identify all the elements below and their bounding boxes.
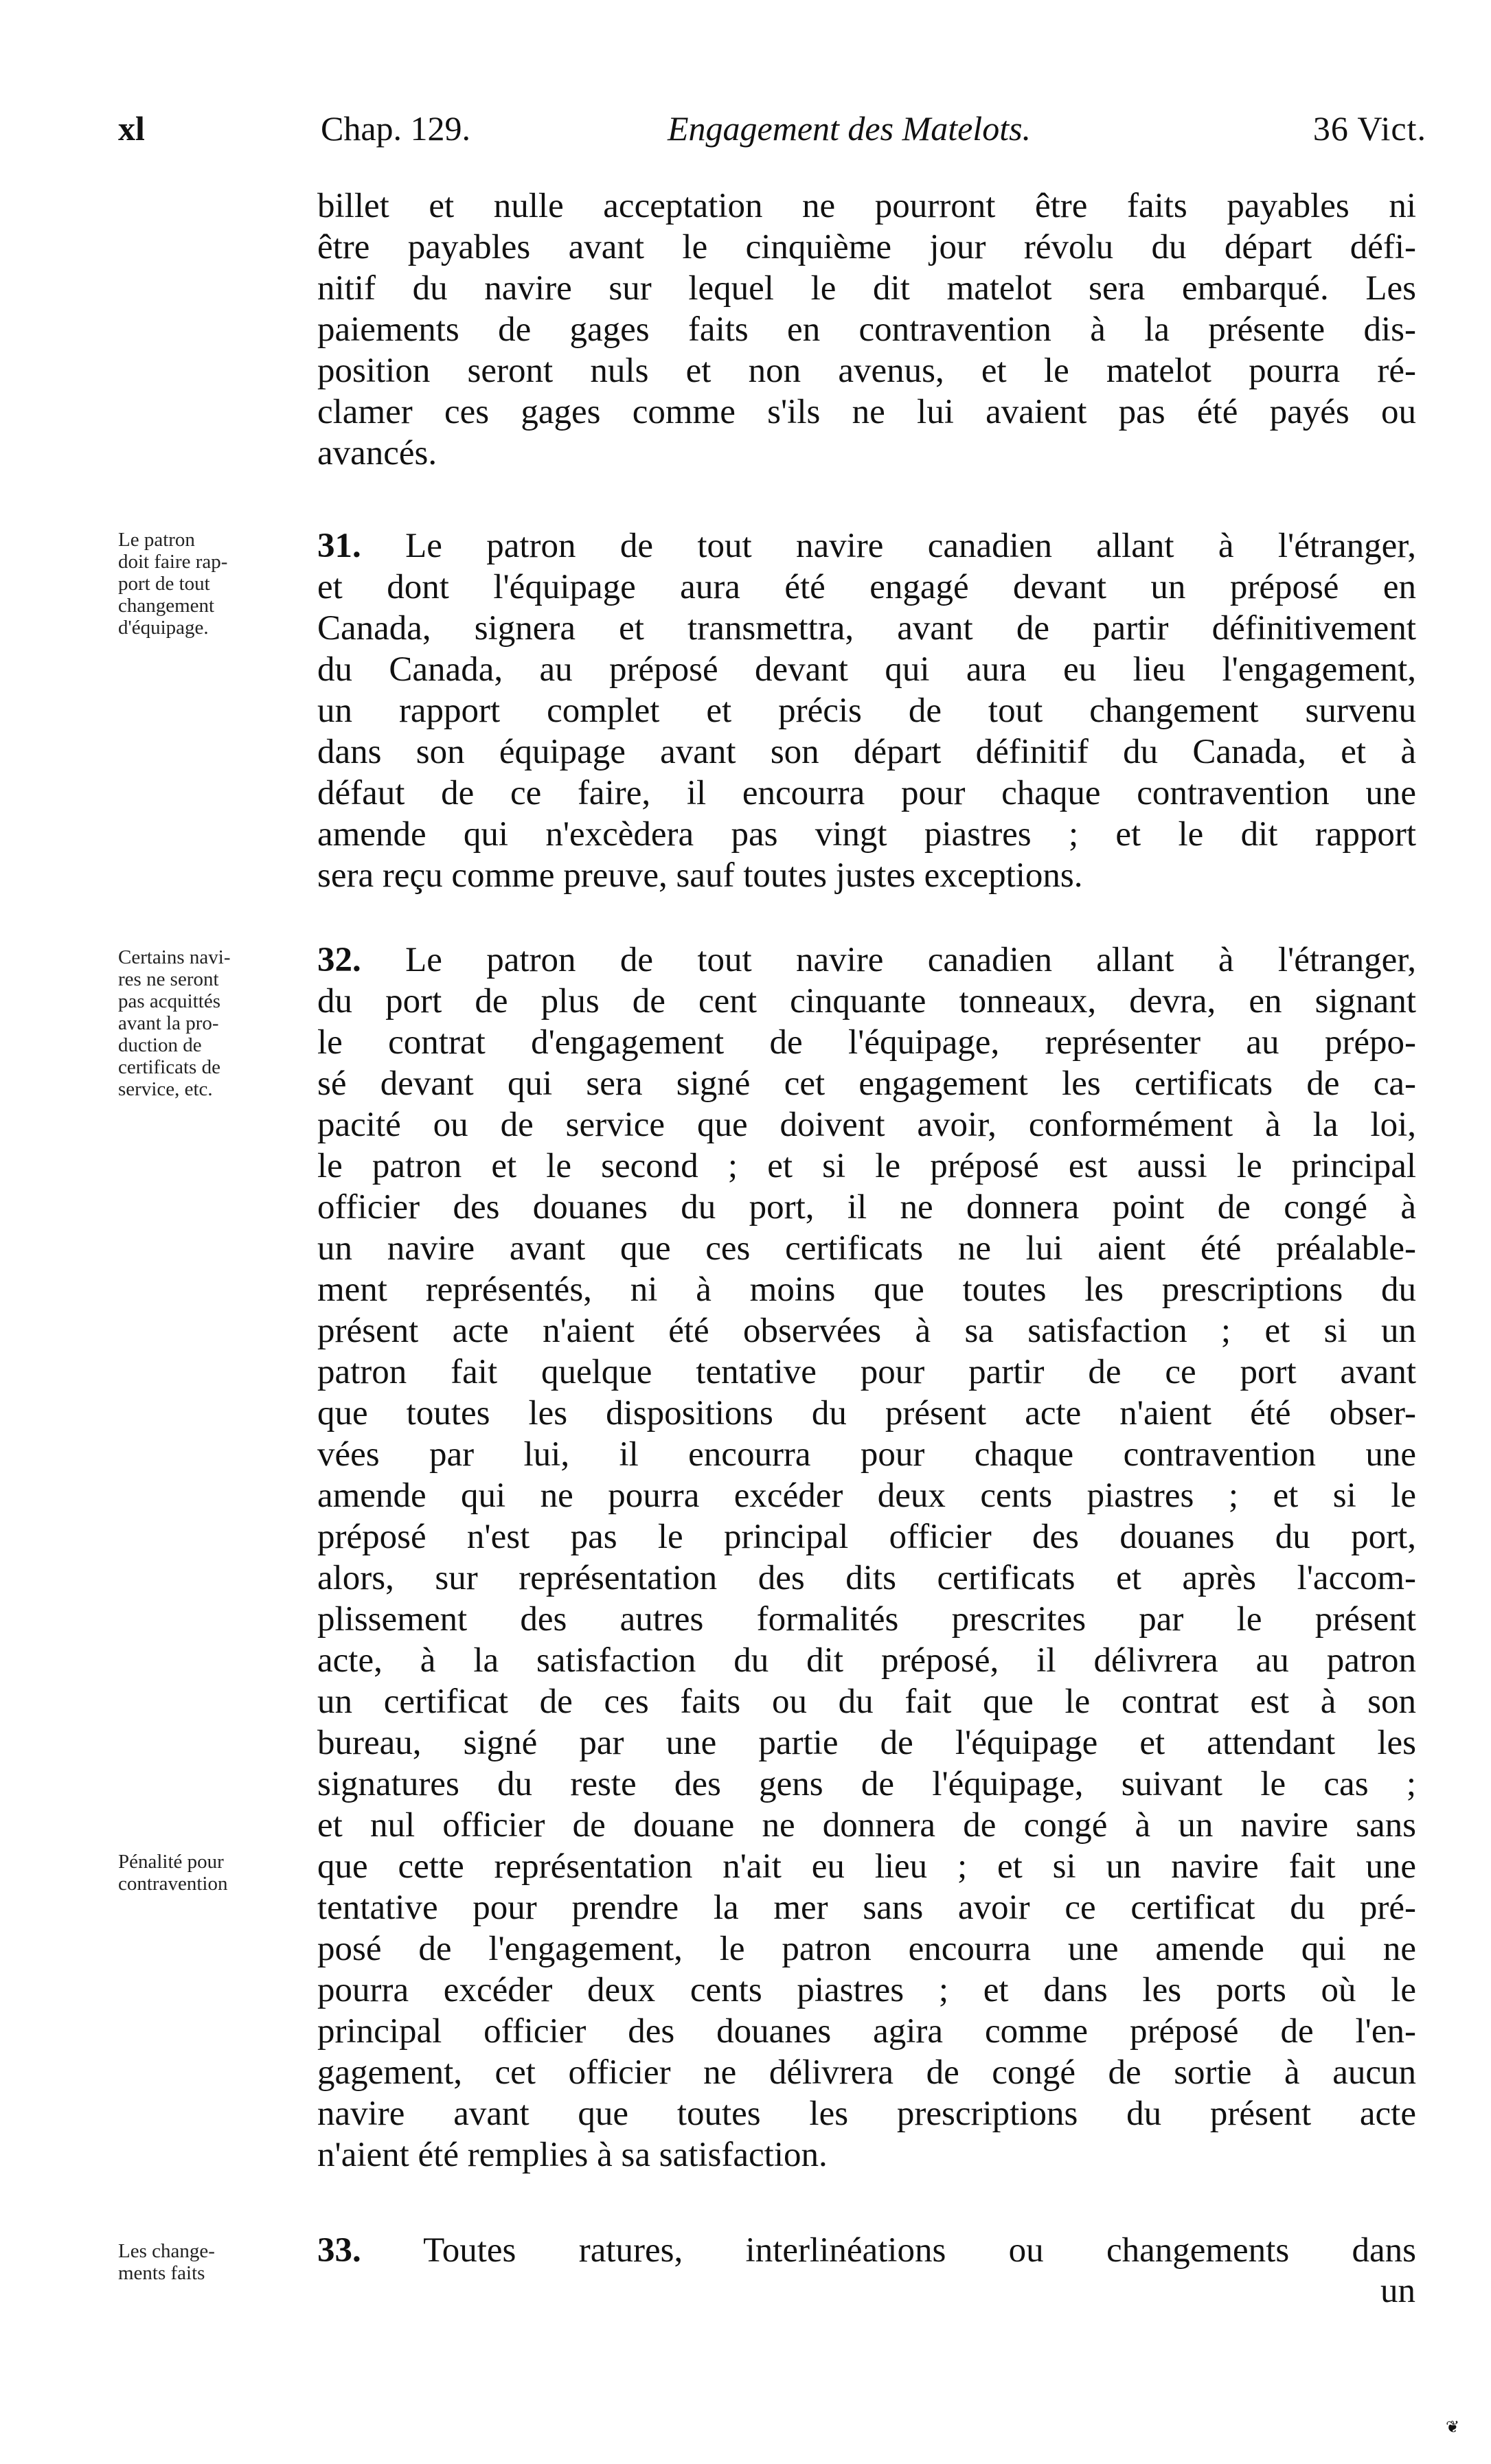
text-line: position seront nuls et non avenus, et le matelot pourra ré- bbox=[317, 352, 1416, 390]
sidenote-line: service, etc. bbox=[118, 1078, 213, 1100]
sidenote-line: port de tout bbox=[118, 573, 210, 595]
sidenote-line: res ne seront bbox=[118, 968, 219, 990]
text-line: le patron et le second ; et si le préposé est aussi le principal bbox=[317, 1147, 1416, 1185]
section-number: 32. bbox=[317, 941, 361, 979]
section-first-line bbox=[317, 939, 1416, 981]
sidenote-section-31 bbox=[118, 529, 310, 639]
text-line: et nul officier de douane ne donnera de congé à un navire sans bbox=[317, 1806, 1416, 1845]
text-line: n'aient été remplies à sa satisfaction. bbox=[317, 2136, 828, 2174]
sidenote-line: ments faits bbox=[118, 2262, 205, 2284]
text-line: présent acte n'aient été observées à sa satisfaction ; et si un bbox=[317, 1312, 1416, 1350]
text-line: paiements de gages faits en contravention à la présente dis- bbox=[317, 310, 1416, 349]
text-line: être payables avant le cinquième jour révolu du départ défi- bbox=[317, 228, 1416, 266]
text-line: sera reçu comme preuve, sauf toutes justes exceptions. bbox=[317, 856, 1083, 895]
text-line: avancés. bbox=[317, 434, 437, 472]
text-line: Canada, signera et transmettra, avant de partir définitivement bbox=[317, 609, 1416, 648]
text-line: Toutes ratures, interlinéations ou changements dans bbox=[423, 2231, 1416, 2270]
text-line: un certificat de ces faits ou du fait que le contrat est à son bbox=[317, 1682, 1416, 1721]
sidenote-line: doit faire rap- bbox=[118, 551, 228, 573]
text-line: défaut de ce faire, il encourra pour chaque contravention une bbox=[317, 774, 1416, 812]
text-line: navire avant que toutes les prescriptions du présent acte bbox=[317, 2095, 1416, 2133]
text-line: pacité ou de service que doivent avoir, conformément à la loi, bbox=[317, 1106, 1416, 1144]
text-line: un navire avant que ces certificats ne lui aient été préalable- bbox=[317, 1229, 1416, 1268]
text-line: gagement, cet officier ne délivrera de congé de sortie à aucun bbox=[317, 2053, 1416, 2092]
text-line: billet et nulle acceptation ne pourront être faits payables ni bbox=[317, 187, 1416, 225]
session-label: 36 Vict. bbox=[1312, 109, 1426, 148]
sidenote-section-33 bbox=[118, 2240, 310, 2284]
sidenote-line: Les change- bbox=[118, 2240, 215, 2262]
text-line: ment représentés, ni à moins que toutes les prescriptions du bbox=[317, 1270, 1416, 1309]
sidenote-line: changement bbox=[118, 595, 215, 617]
section-33 bbox=[317, 2230, 1416, 2271]
section-first-line bbox=[317, 2230, 1416, 2271]
sidenote-line: Pénalité pour bbox=[118, 1851, 224, 1873]
text-line: vées par lui, il encourra pour chaque contravention une bbox=[317, 1435, 1416, 1474]
sidenote-penalty bbox=[118, 1851, 310, 1895]
text-line: clamer ces gages comme s'ils ne lui avaient pas été payés ou bbox=[317, 393, 1416, 431]
running-header bbox=[118, 104, 1426, 152]
text-line: amende qui ne pourra excéder deux cents piastres ; et si le bbox=[317, 1476, 1416, 1515]
text-line: dans son équipage avant son départ définitif du Canada, et à bbox=[317, 733, 1416, 771]
sidenote-line: Certains navi- bbox=[118, 946, 231, 968]
continued-paragraph bbox=[317, 185, 1416, 474]
sidenote-line: duction de bbox=[118, 1034, 202, 1056]
text-line: principal officier des douanes agira comme préposé de l'en- bbox=[317, 2012, 1416, 2051]
text-line: posé de l'engagement, le patron encourra une amende qui ne bbox=[317, 1930, 1416, 1968]
sidenote-line: d'équipage. bbox=[118, 617, 209, 639]
section-number: 31. bbox=[317, 527, 361, 565]
text-line: du Canada, au préposé devant qui aura eu lieu l'engagement, bbox=[317, 650, 1416, 689]
section-31 bbox=[317, 525, 1416, 896]
text-line: amende qui n'excèdera pas vingt piastres ; et le dit rapport bbox=[317, 815, 1416, 854]
section-32 bbox=[317, 939, 1416, 2176]
sidenote-line: certificats de bbox=[118, 1056, 220, 1078]
text-line: que cette représentation n'ait eu lieu ; et si un navire fait une bbox=[317, 1847, 1416, 1886]
text-line: que toutes les dispositions du présent acte n'aient été obser- bbox=[317, 1394, 1416, 1433]
text-line: tentative pour prendre la mer sans avoir ce certificat du pré- bbox=[317, 1889, 1416, 1927]
sidenote-line: avant la pro- bbox=[118, 1012, 219, 1034]
text-line: bureau, signé par une partie de l'équipage et attendant les bbox=[317, 1724, 1416, 1762]
printer-mark-icon: ❦ bbox=[1446, 2419, 1460, 2437]
text-line: Le patron de tout navire canadien allant à l'étranger, bbox=[405, 941, 1416, 979]
text-line: sé devant qui sera signé cet engagement les certificats de ca- bbox=[317, 1064, 1416, 1103]
sidenote-section-32 bbox=[118, 946, 310, 1100]
text-line: un rapport complet et précis de tout changement survenu bbox=[317, 692, 1416, 730]
text-line: et dont l'équipage aura été engagé devant un préposé en bbox=[317, 568, 1416, 606]
sidenote-line: pas acquittés bbox=[118, 990, 220, 1012]
section-first-line bbox=[317, 525, 1416, 567]
section-number: 33. bbox=[317, 2231, 361, 2270]
text-line: signatures du reste des gens de l'équipage, suivant le cas ; bbox=[317, 1765, 1416, 1803]
catchword: un bbox=[1380, 2272, 1415, 2310]
text-line: plissement des autres formalités prescrites par le présent bbox=[317, 1600, 1416, 1639]
page-number: xl bbox=[118, 109, 145, 148]
chapter-label: Chap. 129. bbox=[321, 109, 471, 148]
text-line: patron fait quelque tentative pour partir de ce port avant bbox=[317, 1353, 1416, 1391]
running-title: Engagement des Matelots. bbox=[668, 109, 1032, 148]
text-line: du port de plus de cent cinquante tonneaux, devra, en signant bbox=[317, 982, 1416, 1020]
text-line: préposé n'est pas le principal officier des douanes du port, bbox=[317, 1518, 1416, 1556]
text-line: nitif du navire sur lequel le dit matelot sera embarqué. Les bbox=[317, 269, 1416, 308]
text-line: acte, à la satisfaction du dit préposé, il délivrera au patron bbox=[317, 1641, 1416, 1680]
text-line: alors, sur représentation des dits certificats et après l'accom- bbox=[317, 1559, 1416, 1597]
sidenote-line: Le patron bbox=[118, 529, 195, 551]
sidenote-line: contravention bbox=[118, 1873, 228, 1895]
text-line: le contrat d'engagement de l'équipage, représenter au prépo- bbox=[317, 1023, 1416, 1062]
text-line: Le patron de tout navire canadien allant à l'étranger, bbox=[405, 527, 1416, 565]
text-line: officier des douanes du port, il ne donnera point de congé à bbox=[317, 1188, 1416, 1227]
text-line: pourra excéder deux cents piastres ; et dans les ports où le bbox=[317, 1971, 1416, 2009]
